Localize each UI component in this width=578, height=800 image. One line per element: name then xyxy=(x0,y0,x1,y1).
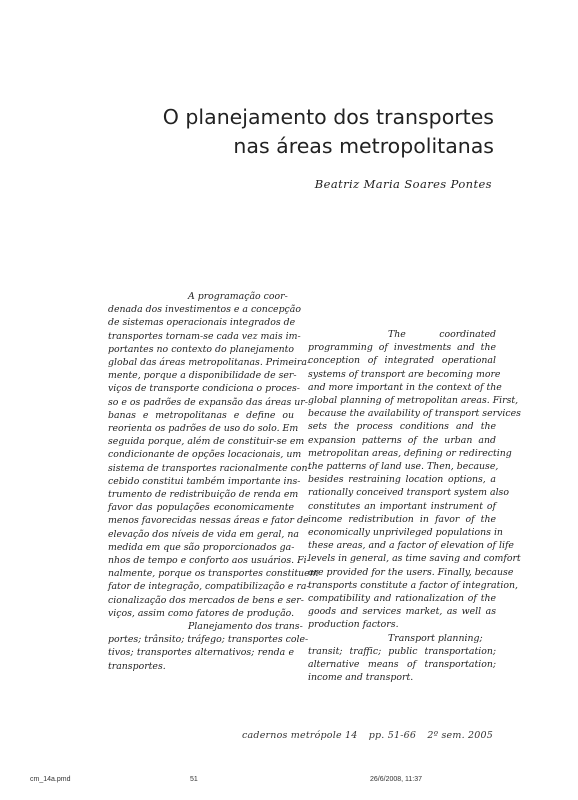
abstract-line: levels in general, as time saving and comfort xyxy=(308,553,521,565)
abstract-line: metropolitan areas, defining or redirecting xyxy=(308,447,512,459)
keywords-line: portes; trânsito; tráfego; transportes cole- xyxy=(108,634,309,646)
article-title xyxy=(163,103,494,161)
abstract-line: reorienta os padrões de uso do solo. Em xyxy=(108,423,299,435)
abstract-line: economically unprivileged populations in xyxy=(308,527,503,539)
abstract-line: cebido constitui também importante ins- xyxy=(108,475,301,487)
abstract-line: banas e metropolitanas e define ou xyxy=(108,409,294,421)
abstract-line: transports constitute a factor of integration, xyxy=(308,579,518,591)
journal-footer xyxy=(242,730,493,741)
abstract-line: programming of investments and the xyxy=(308,342,496,354)
abstract-english xyxy=(308,328,521,684)
abstract-line: mente, porque a disponibilidade de ser- xyxy=(108,370,297,382)
abstract-portuguese xyxy=(108,290,319,673)
page-range: pp. 51-66 xyxy=(368,730,417,741)
abstract-line: portantes no contexto do planejamento xyxy=(108,343,294,355)
abstract-line: viços de transporte condiciona o proces- xyxy=(108,383,300,395)
abstract-line: conception of integrated operational xyxy=(308,355,496,367)
title-line-2: nas áreas metropolitanas xyxy=(233,134,494,158)
abstract-line: besides restraining location options, a xyxy=(308,474,496,486)
abstract-line: condicionante de opções locacionais, um xyxy=(108,449,302,461)
abstract-line: and more important in the context of the xyxy=(308,381,502,393)
print-datetime: 26/6/2008, 11:37 xyxy=(370,776,423,783)
abstract-line: menos favorecidas nessas áreas e fator de xyxy=(108,515,309,527)
abstract-line: sets the process conditions and the xyxy=(308,421,496,433)
author-name: Beatriz Maria Soares Pontes xyxy=(314,177,492,191)
keywords-line: Planejamento dos trans- xyxy=(188,621,303,633)
print-page-number: 51 xyxy=(190,776,198,783)
abstract-line: elevação dos níveis de vida em geral, na xyxy=(108,528,299,540)
abstract-line: global das áreas metropolitanas. Primeira- xyxy=(108,357,311,369)
abstract-line: medida em que são proporcionados ga- xyxy=(108,541,295,553)
abstract-line: so e os padrões de expansão das áreas ur- xyxy=(108,396,308,408)
abstract-line: because the availability of transport services xyxy=(308,408,521,420)
keywords-line: transit; traffic; public transportation; xyxy=(308,645,496,657)
abstract-line: goods and services market, as well as xyxy=(308,606,496,618)
abstract-line: these areas, and a factor of elevation of life xyxy=(308,540,514,552)
keywords-line: transportes. xyxy=(108,660,166,672)
abstract-line: production factors. xyxy=(308,619,399,631)
abstract-line: transportes tornam-se cada vez mais im- xyxy=(108,330,301,342)
abstract-line: expansion patterns of the urban and xyxy=(308,434,496,446)
keywords-line: tivos; transportes alternativos; renda e xyxy=(108,647,294,659)
abstract-line: The coordinated xyxy=(388,329,496,340)
title-line-1: O planejamento dos transportes xyxy=(162,105,494,129)
keywords-line: Transport planning; xyxy=(388,632,483,644)
abstract-line: are provided for the users. Finally, because xyxy=(308,566,514,578)
keywords-line: alternative means of transportation; xyxy=(308,659,496,671)
keywords-line: income and transport. xyxy=(308,672,414,684)
abstract-line: A programação coor- xyxy=(188,291,288,302)
abstract-line: sistema de transportes racionalmente con- xyxy=(108,462,311,474)
abstract-line: seguida porque, além de constituir-se em xyxy=(108,436,305,448)
abstract-line: compatibility and rationalization of the xyxy=(308,593,496,605)
abstract-line: rationally conceived transport system also xyxy=(308,487,509,499)
abstract-line: the patterns of land use. Then, because, xyxy=(308,461,499,473)
abstract-line: denada dos investimentos e a concepção xyxy=(108,304,301,316)
abstract-line: fator de integração, compatibilização e ra- xyxy=(108,581,310,593)
journal-name: cadernos metrópole 14 xyxy=(242,730,358,741)
abstract-line: income redistribution in favor of the xyxy=(308,513,496,525)
abstract-line: favor das populações economicamente xyxy=(108,502,294,514)
abstract-line: systems of transport are becoming more xyxy=(308,368,501,380)
abstract-line: global planning of metropolitan areas. First, xyxy=(308,395,519,407)
abstract-line: trumento de redistribuição de renda em xyxy=(108,489,299,501)
print-file-name: cm_14a.pmd xyxy=(30,776,71,783)
abstract-line: nalmente, porque os transportes constituem xyxy=(108,568,319,580)
abstract-line: cionalização dos mercados de bens e ser- xyxy=(108,594,304,606)
issue-date: 2º sem. 2005 xyxy=(427,730,493,741)
abstract-line: viços, assim como fatores de produção. xyxy=(108,607,295,619)
abstract-line: constitutes an important instrument of xyxy=(308,500,496,512)
abstract-line: de sistemas operacionais integrados de xyxy=(108,317,296,329)
abstract-line: nhos de tempo e conforto aos usuários. Fi- xyxy=(108,555,310,567)
